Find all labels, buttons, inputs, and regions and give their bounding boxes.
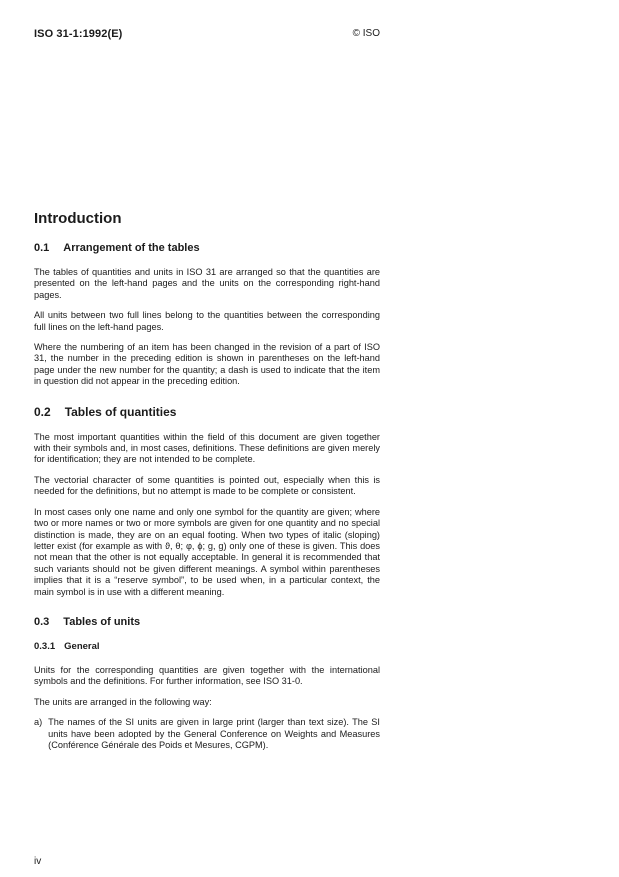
section-heading [34,405,380,420]
paragraph: The units are arranged in the following way: [34,696,212,707]
paragraph: Units for the corresponding quantities are given together with the international symbols and the definitions. For further information, see ISO 31-0. [34,664,380,687]
section-0-1 [34,241,380,388]
list-marker: a) [34,717,43,728]
subsection-heading [34,641,380,653]
subsection-number: 0.3.1 [34,640,56,652]
section-title: Tables of units [63,615,141,628]
section-number: 0.1 [34,242,50,254]
paragraph: Where the numbering of an item has been changed in the revision of a part of ISO 31, the number in the preceding edition is shown in parentheses on the left-hand page under the new number for the quantity; a dash is used to indicate that the item in question did not appear in the preceding edition. [34,342,380,387]
paragraph: All units between two full lines belong to the quantities between the corresponding full lines on the left-hand pages. [34,310,380,332]
section-number: 0.3 [34,615,50,628]
section-0-3 [34,615,380,751]
main-text [34,210,380,768]
running-header [34,27,380,41]
section-0-2 [34,405,380,598]
copyright-notice: © ISO [352,28,380,39]
section-heading [34,615,380,629]
list-item-text: The names of the SI units are given in large print (larger than text size). The SI units have been adopted by the General Conference on Weights and Measures (Conférence Générale des Poids et Mesures, CGPM). [48,717,380,750]
section-title: Arrangement of the tables [63,242,200,254]
paragraph: The tables of quantities and units in ISO 31 are arranged so that the quantities are presented on the left-hand pages and the units on the corresponding right-hand pages. [34,267,380,300]
paragraph: The vectorial character of some quantities is pointed out, especially when this is needed for the definitions, but no attempt is made to be complete or consistent. [34,474,380,497]
page-title: Introduction [34,210,122,227]
section-title: Tables of quantities [64,404,177,419]
document-id: ISO 31-1:1992(E) [34,28,123,40]
section-number: 0.2 [34,404,51,419]
page-content [34,27,380,877]
page-number: iv [34,856,42,867]
list-item [34,717,380,751]
paragraph: The most important quantities within the field of this document are given together with their symbols and, in most cases, definitions. These definitions are given merely for identification; they are not intended to be complete. [34,431,380,465]
subsection-title: General [64,640,100,652]
section-heading [34,241,380,255]
paragraph: In most cases only one name and only one symbol for the quantity are given; where two or more names or two or more symbols are given for one quantity and no special distinction is made, they are on an equal footing. When two types of italic (sloping) letter exist (for example as with ϑ, θ; φ, ϕ; g, g) only one of these is given. This does not mean that the other is not equally acceptable. In general it is recommended that such variants should not be given different meanings. A symbol within parentheses implies that it is a “reserve symbol”, to be used when, in a particular context, the main symbol is in use with a different meaning. [34,506,380,597]
